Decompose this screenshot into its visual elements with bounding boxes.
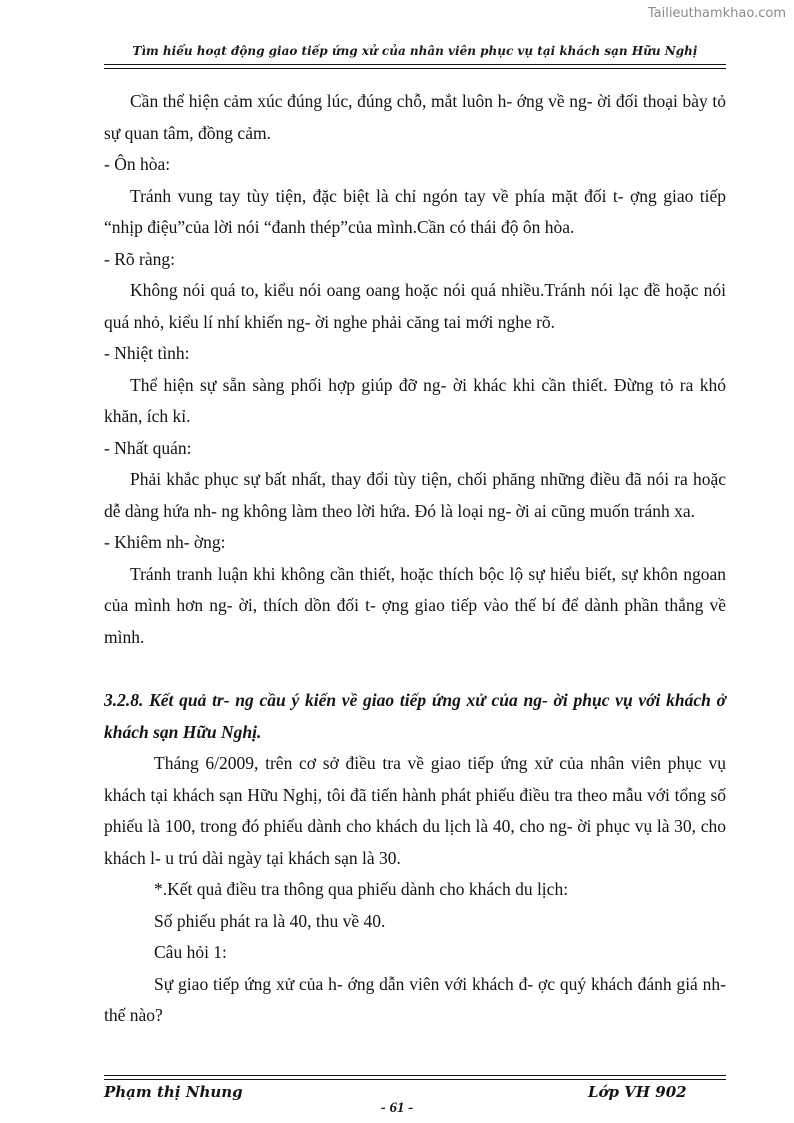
paragraph-ro-rang: Không nói quá to, kiểu nói oang oang hoặc nói quá nhiều.Tránh nói lạc đề hoặc nói quá nhỏ, kiểu lí nhí khiến ng- ời nghe phải căng tai mới nghe rõ.	[104, 280, 726, 332]
section-heading: 3.2.8. Kết quả tr- ng cầu ý kiến về giao tiếp ứng xử của ng- ời phục vụ với khách ở khách sạn Hữu Nghị.	[104, 690, 726, 742]
question-label: Câu hỏi 1:	[154, 942, 227, 962]
footer-rule	[104, 1075, 726, 1076]
label-ro-rang: - Rõ ràng:	[104, 248, 175, 269]
paragraph-survey-intro: Tháng 6/2009, trên cơ sở điều tra về giao tiếp ứng xử của nhân viên phục vụ khách tại khách sạn Hữu Nghị, tôi đã tiến hành phát phiếu điều tra theo mẫu với tổng số phiếu là 100, trong đó phiếu dành cho khách du lịch là 40, cho ng- ời phục vụ là 30, cho khách l- u trú dài ngày tại khách sạn là 30.	[104, 753, 726, 868]
paragraph-survey-result: *.Kết quả điều tra thông qua phiếu dành cho khách du lịch:	[154, 879, 569, 899]
paragraph-khiem-nhuong: Tránh tranh luận khi không cần thiết, hoặc thích bộc lộ sự hiểu biết, sự khôn ngoan của mình hơn ng- ời, thích dồn đối t- ợng giao tiếp vào thế bí để dành phần thắng về mình.	[104, 563, 726, 647]
footer-rule-thin	[104, 1079, 726, 1080]
paragraph-nhat-quan: Phải khắc phục sự bất nhất, thay đổi tùy tiện, chối phăng những điều đã nói ra hoặc dễ dàng hứa nh- ng không làm theo lời hứa. Đó là loại ng- ời ai cũng muốn tránh xa.	[104, 469, 726, 521]
running-header: Tìm hiểu hoạt động giao tiếp ứng xử của nhân viên phục vụ tại khách sạn Hữu Nghị	[132, 44, 698, 58]
label-nhiet-tinh: - Nhiệt tình:	[104, 343, 190, 363]
header-rule	[104, 64, 726, 65]
page-body	[104, 86, 726, 1032]
question-text: Sự giao tiếp ứng xử của h- ớng dẫn viên với khách đ- ợc quý khách đánh giá nh- thế nào?	[104, 973, 726, 1025]
paragraph-ballot-count: Số phiếu phát ra là 40, thu về 40.	[154, 910, 386, 931]
paragraph-nhiet-tinh: Thể hiện sự sẵn sàng phối hợp giúp đỡ ng- ời khác khi cần thiết. Đừng tỏ ra khó khăn, ích kỉ.	[104, 374, 726, 426]
header-rule-thin	[104, 68, 726, 69]
label-nhat-quan: - Nhất quán:	[104, 437, 192, 458]
paragraph-emotion: Cần thể hiện cảm xúc đúng lúc, đúng chỗ, mắt luôn h- ớng về ng- ời đối thoại bày tỏ sự quan tâm, đồng cảm.	[104, 91, 726, 143]
footer-author: Phạm thị Nhung	[104, 1083, 243, 1101]
label-on-hoa: - Ôn hòa:	[104, 154, 171, 174]
watermark-text: Tailieuthamkhao.com	[647, 6, 786, 21]
footer-class: Lớp VH 902	[588, 1083, 687, 1101]
page-number: - 61 -	[380, 1100, 414, 1116]
paragraph-on-hoa: Tránh vung tay tùy tiện, đặc biệt là chỉ ngón tay về phía mặt đối t- ợng giao tiếp “nhịp điệu”của lời nói “đanh thép”của mình.Cần có thái độ ôn hòa.	[104, 185, 726, 237]
label-khiem-nhuong: - Khiêm nh- ờng:	[104, 532, 226, 552]
